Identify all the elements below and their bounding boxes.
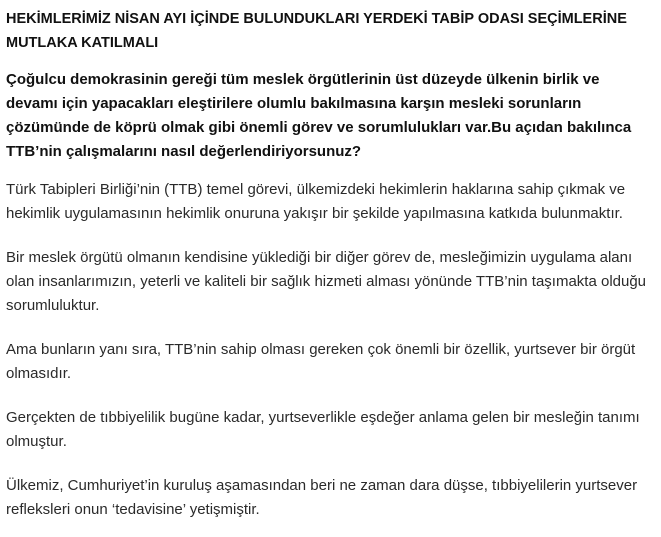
article-heading: HEKİMLERİMİZ NİSAN AYI İÇİNDE BULUNDUKLARI YERDEKİ TABİP ODASI SEÇİMLERİNE MUTLAKA KATILMALI xyxy=(6,11,627,51)
article-paragraph-1: Türk Tabipleri Birliği’nin (TTB) temel görevi, ülkemizdeki hekimlerin haklarına sahip çıkmak ve hekimlik uygulamasının hekimlik onuruna yakışır bir şekilde yapılmasına katkıda bulunmaktır. xyxy=(6,181,626,222)
article-paragraph-5: Ülkemiz, Cumhuriyet’in kuruluş aşamasından beri ne zaman dara düşse, tıbbiyelilerin yurtsever refleksleri onun ‘tedavisine’ yetişmiştir. xyxy=(6,477,638,518)
article-paragraph-2: Bir meslek örgütü olmanın kendisine yüklediği bir diğer görev de, mesleğimizin uygulama alanı olan insanlarımızın, yeterli ve kaliteli bir sağlık hizmeti alması yönünde TTB’nin taşımakta olduğu sorumluluktur. xyxy=(6,249,647,314)
interview-question: Çoğulcu demokrasinin gereği tüm meslek örgütlerinin üst düzeyde ülkenin birlik ve devamı için yapacakları eleştirilere olumlu bakılmasına karşın mesleki sorunların çözümünde de köprü olmak gibi önemli görev ve sorumlulukları var.Bu açıdan bakılınca TTB’nin çalışmalarını nasıl değerlendiriyorsunuz? xyxy=(6,71,632,160)
article-paragraph-4: Gerçekten de tıbbiyelilik bugüne kadar, yurtseverlikle eşdeğer anlama gelen bir mesleğin tanımı olmuştur. xyxy=(6,409,640,450)
article-paragraph-3: Ama bunların yanı sıra, TTB’nin sahip olması gereken çok önemli bir özellik, yurtsever bir örgüt olmasıdır. xyxy=(6,341,636,382)
